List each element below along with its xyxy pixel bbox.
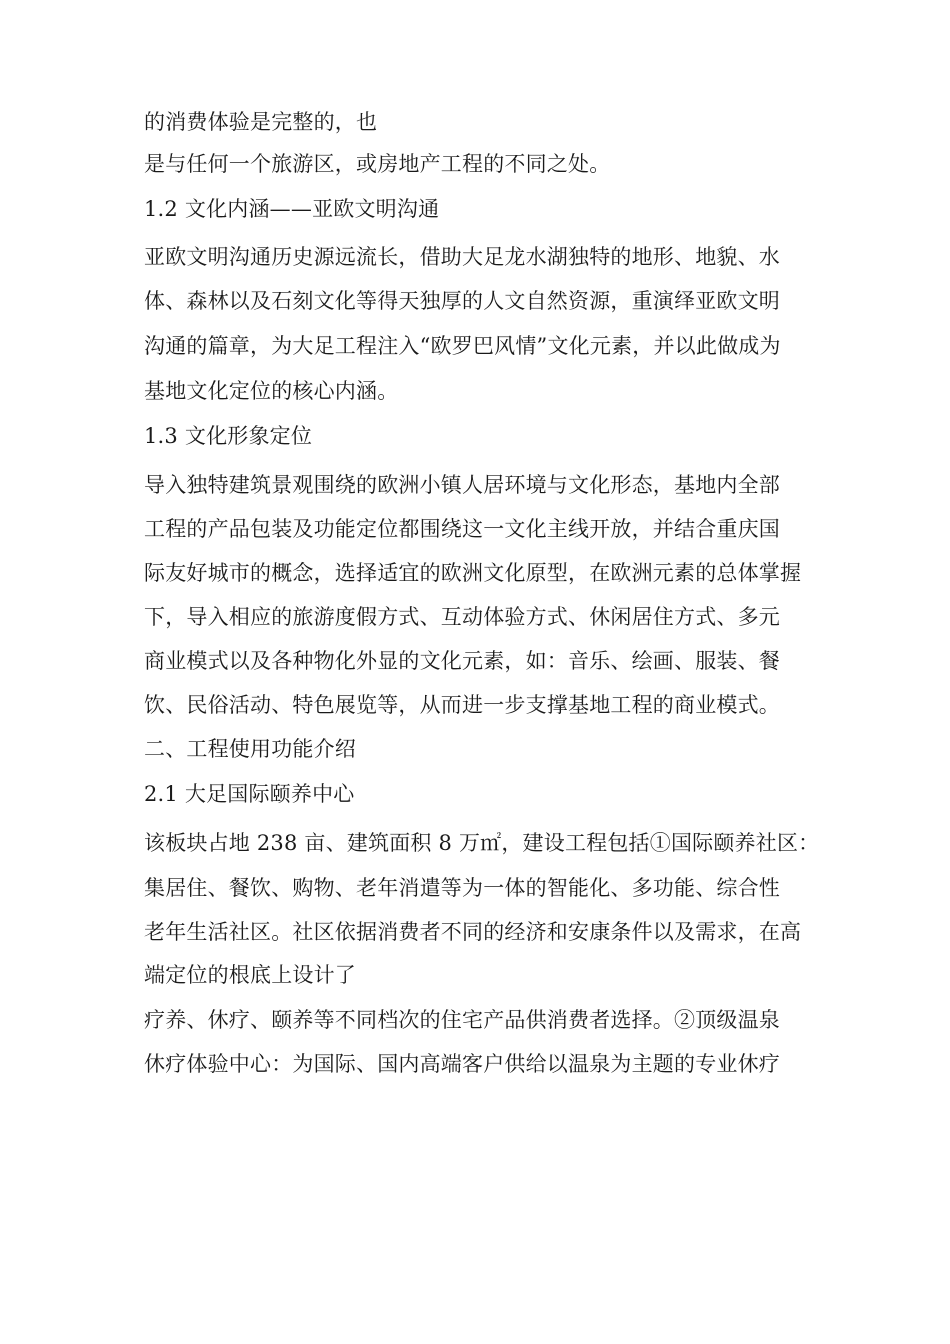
text-line: 的消费体验是完整的，也: [144, 110, 378, 134]
text-line: 商业模式以及各种物化外显的文化元素，如：音乐、绘画、服装、餐: [144, 649, 780, 673]
text-line: 饮、民俗活动、特色展览等，从而进一步支撑基地工程的商业模式。: [144, 693, 780, 717]
text-line: 际友好城市的概念，选择适宜的欧洲文化原型，在欧洲元素的总体掌握: [144, 561, 802, 585]
text-line: 基地文化定位的核心内涵。: [144, 379, 399, 403]
text-line: 是与任何一个旅游区，或房地产工程的不同之处。: [144, 152, 611, 176]
text-line: 休疗体验中心：为国际、国内高端客户供给以温泉为主题的专业休疗: [144, 1052, 780, 1076]
text-line: 工程的产品包装及功能定位都围绕这一文化主线开放，并结合重庆国: [144, 517, 780, 541]
text-line: 体、森林以及石刻文化等得天独厚的人文自然资源，重演绎亚欧文明: [144, 289, 780, 313]
text-line: 集居住、餐饮、购物、老年消遣等为一体的智能化、多功能、综合性: [144, 876, 780, 900]
text-line: 端定位的根底上设计了: [144, 963, 356, 987]
text-line: 沟通的篇章，为大足工程注入“欧罗巴风情”文化元素，并以此做成为: [144, 334, 781, 358]
section-heading: 1.2 文化内涵——亚欧文明沟通: [144, 197, 440, 221]
text-line: 下，导入相应的旅游度假方式、互动体验方式、休闲居住方式、多元: [144, 605, 780, 629]
chapter-heading: 二、工程使用功能介绍: [144, 737, 356, 761]
text-line: 亚欧文明沟通历史源远流长，借助大足龙水湖独特的地形、地貌、水: [144, 245, 780, 269]
text-line: 该板块占地 238 亩、建筑面积 8 万㎡，建设工程包括①国际颐养社区：: [144, 831, 820, 855]
text-line: 疗养、休疗、颐养等不同档次的住宅产品供消费者选择。②顶级温泉: [144, 1008, 780, 1032]
text-line: 导入独特建筑景观围绕的欧洲小镇人居环境与文化形态，基地内全部: [144, 473, 780, 497]
section-heading: 2.1 大足国际颐养中心: [144, 782, 355, 806]
section-heading: 1.3 文化形象定位: [144, 424, 313, 448]
text-line: 老年生活社区。社区依据消费者不同的经济和安康条件以及需求，在高: [144, 920, 802, 944]
